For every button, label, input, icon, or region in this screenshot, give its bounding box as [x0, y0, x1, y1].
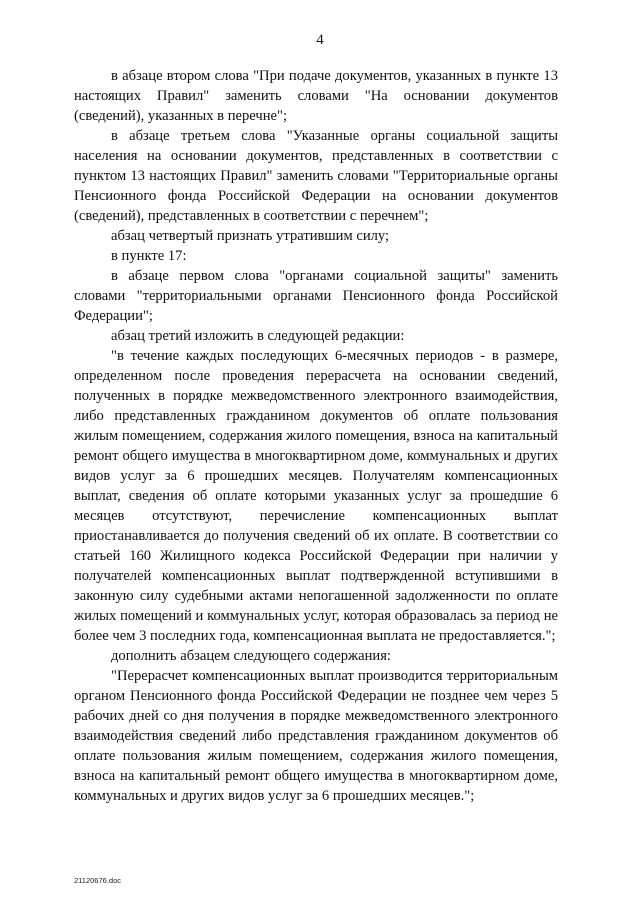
page-number: 4 [316, 32, 324, 48]
paragraph-abzac-vtoroi: в абзаце втором слова "При подаче документов, указанных в пункте 13 настоящих Правил" заменить словами "На основании документов (сведений), указанных в перечне"; [74, 68, 558, 124]
paragraph-punkt-17: в пункте 17: [111, 248, 187, 264]
quoted-paragraph-6-month-periods: "в течение каждых последующих 6-месячных периодов - в размере, определенном после проведения перерасчета на основании сведений, полученных в порядке межведомственного электронного взаимодействия, либо представленных гражданином документов об оплате пользования жилым помещением, содержания жилого помещения, взноса на капитальный ремонт общего имущества в многоквартирном доме, коммунальных и других видов услуг за 6 прошедших месяцев. Получателям компенсационных выплат, сведения об оплате которыми указанных услуг за прошедшие 6 месяцев отсутствуют, перечисление компенсационных выплат приостанавливается до получения сведений об их оплате. В соответствии со статьей 160 Жилищного кодекса Российской Федерации при наличии у получателей компенсационных выплат подтвержденной вступившими в законную силу судебными актами непогашенной задолженности по оплате жилых помещений и коммунальных услуг, которая образовалась за период не более чем 3 последних года, компенсационная выплата не предоставляется."; [74, 348, 558, 644]
paragraph-abzac-chetvertyi: абзац четвертый признать утратившим силу; [111, 228, 390, 244]
paragraph-abzac-tretii-redakciya: абзац третий изложить в следующей редакции: [111, 328, 405, 344]
document-body [74, 66, 558, 806]
paragraph-abzac-pervyi: в абзаце первом слова "органами социальной защиты" заменить словами "территориальными органами Пенсионного фонда Российской Федерации"; [74, 268, 558, 324]
paragraph-abzac-tretii: в абзаце третьем слова "Указанные органы социальной защиты населения на основании документов, представленных в соответствии с пунктом 13 настоящих Правил" заменить словами "Территориальные органы Пенсионного фонда Российской Федерации на основании документов (сведений), представленных в соответствии с перечнем"; [74, 128, 558, 224]
paragraph-dopolnit: дополнить абзацем следующего содержания: [111, 648, 391, 664]
document-code: 21120676.doc [74, 876, 121, 885]
quoted-paragraph-pererashet: "Перерасчет компенсационных выплат производится территориальным органом Пенсионного фонда Российской Федерации не позднее чем через 5 рабочих дней со дня получения в порядке межведомственного электронного взаимодействия сведений либо представления гражданином документов об оплате пользования жилым помещением, содержания жилого помещения, взноса на капитальный ремонт общего имущества в многоквартирном доме, коммунальных и других видов услуг за 6 прошедших месяцев."; [74, 668, 558, 804]
